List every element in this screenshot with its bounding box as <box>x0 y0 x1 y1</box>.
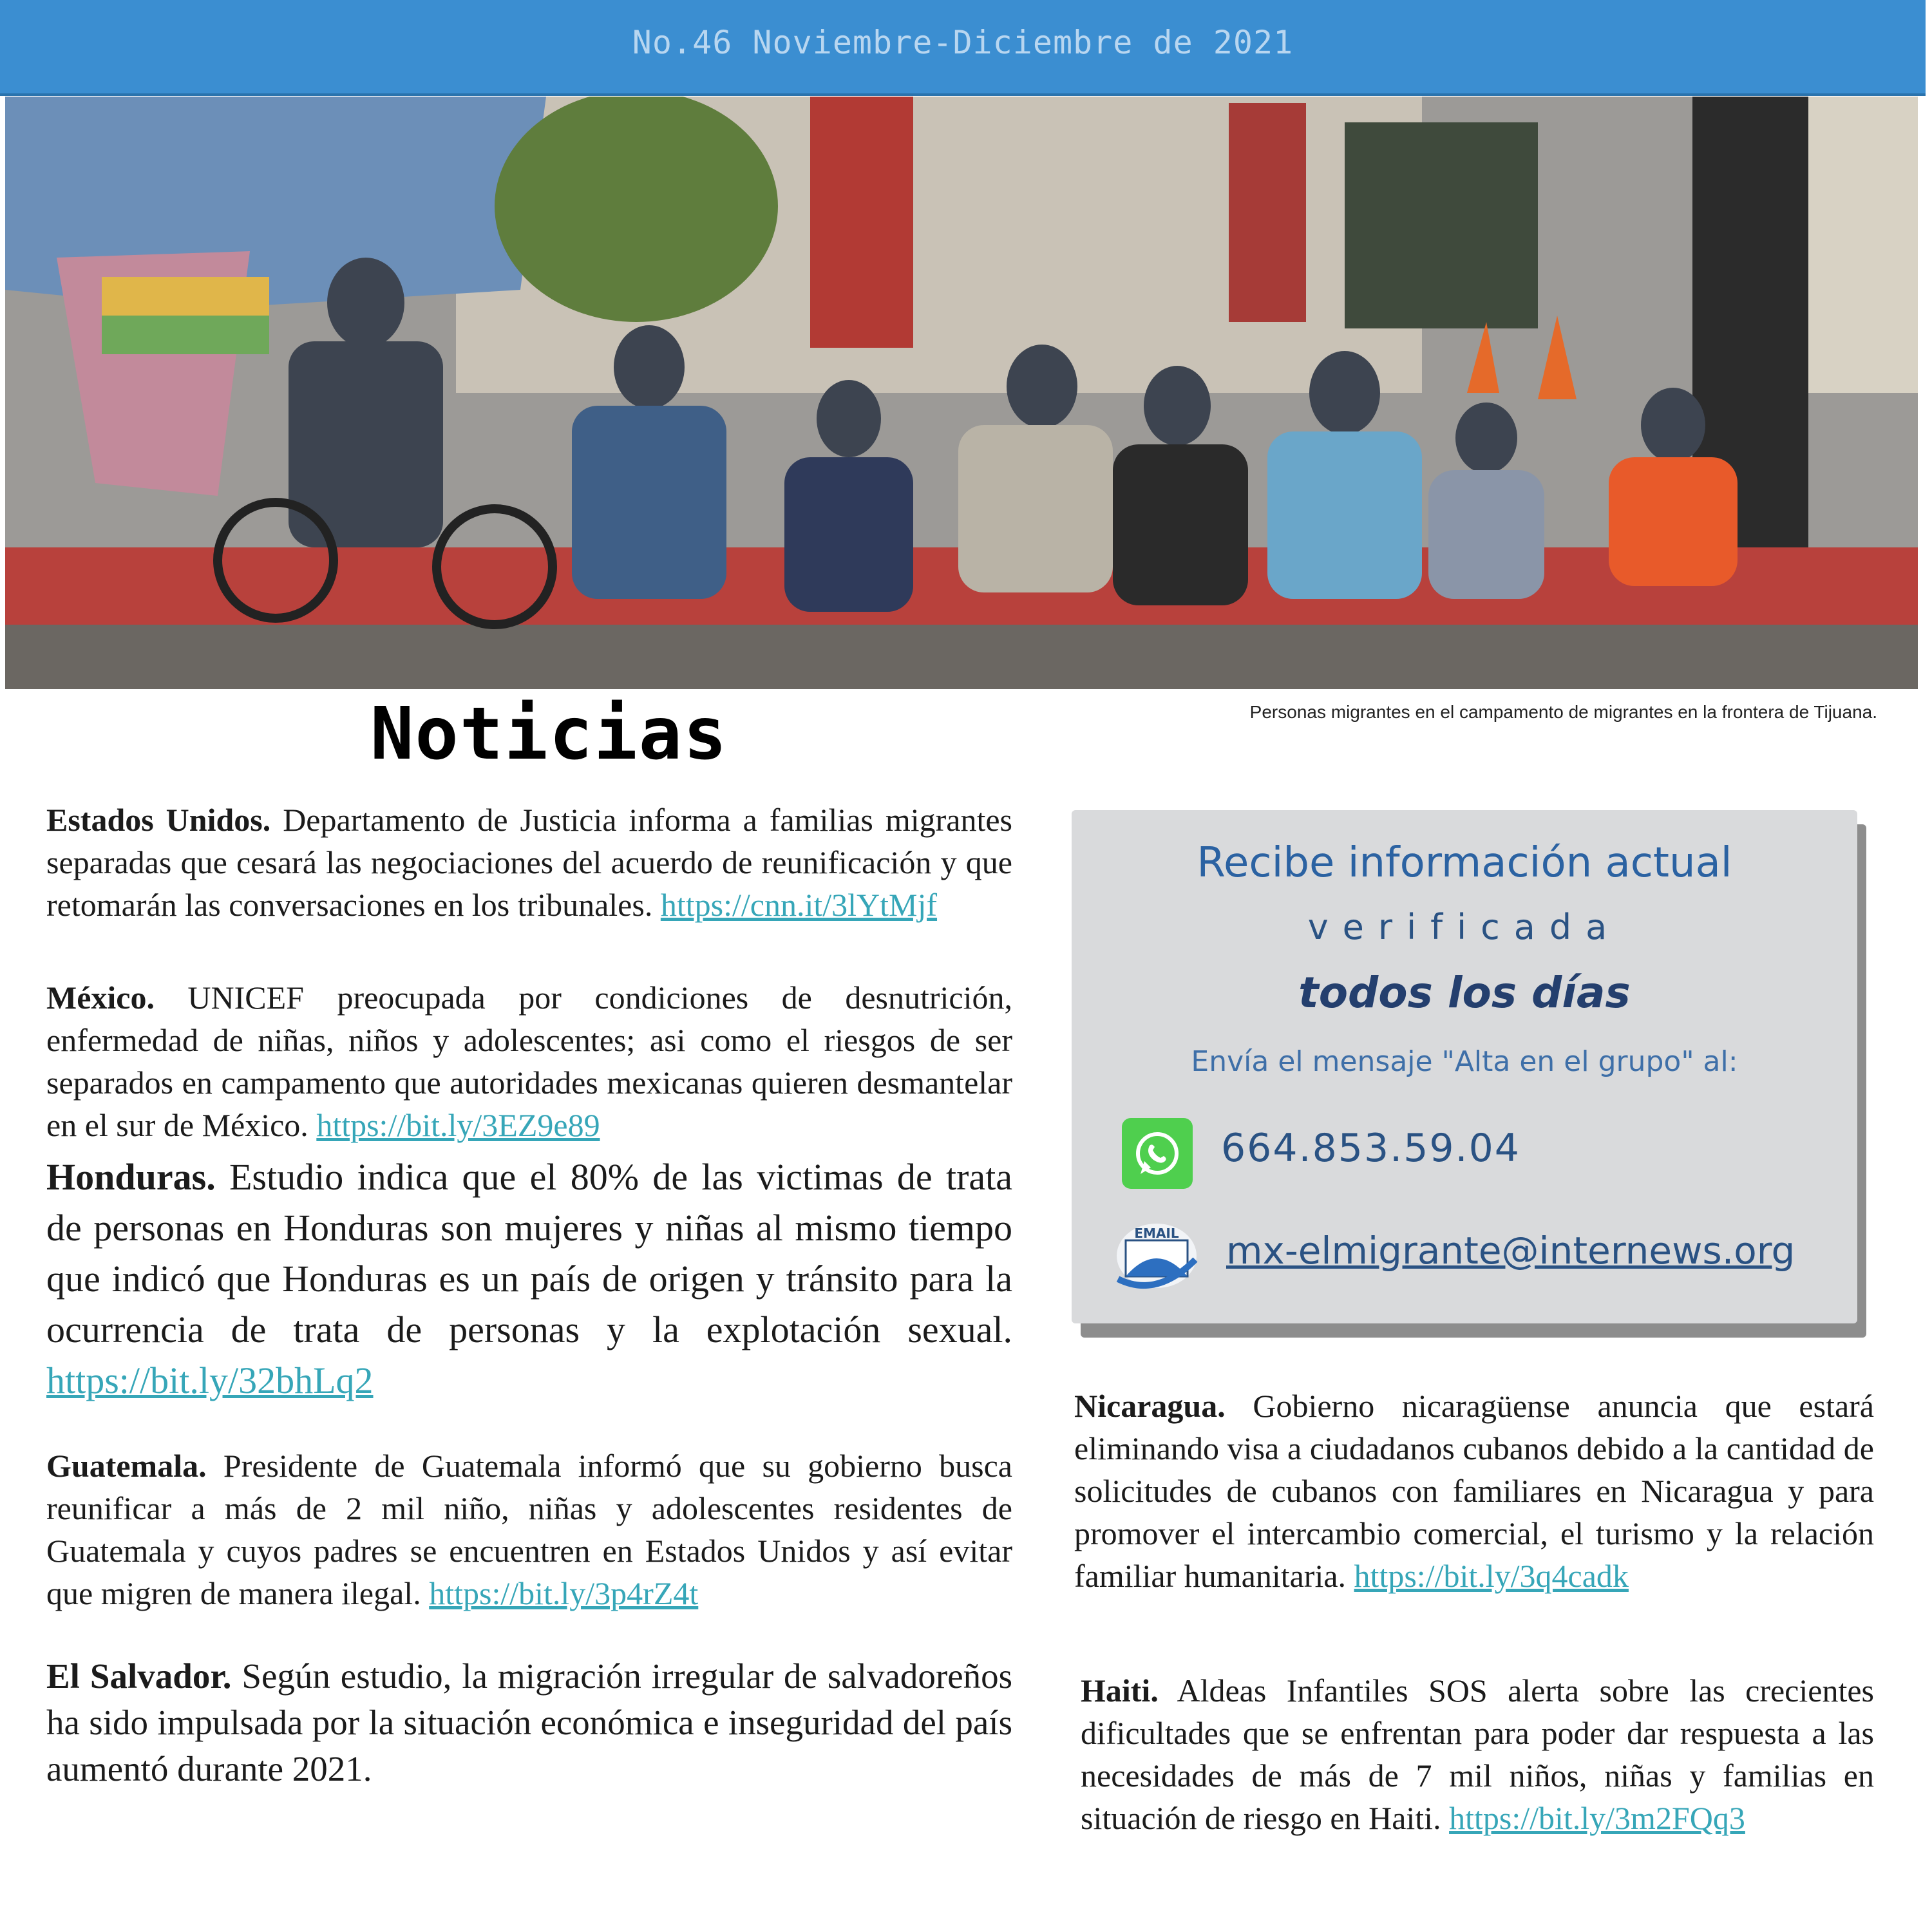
promo-verified: verificada <box>1307 907 1622 947</box>
news-country: Haiti. <box>1081 1672 1159 1709</box>
issue-label: No.46 Noviembre-Diciembre de 2021 <box>632 23 1294 61</box>
news-column-right <box>1074 1385 1874 1839</box>
news-country: Estados Unidos. <box>46 802 271 838</box>
news-country: Guatemala. <box>46 1448 207 1484</box>
news-link[interactable]: https://bit.ly/3m2FQq3 <box>1449 1800 1745 1836</box>
news-text: Aldeas Infantiles SOS alerta sobre las crecientes dificultades que se enfrentan para poder dar respuesta a las necesidades de más de 7 mil niños, niñas y familias en situación de riesgo en Haiti. <box>1081 1672 1875 1836</box>
news-text: Departamento de Justicia informa a familias migrantes separadas que cesará las negociaciones del acuerdo de reunificación y que retomarán las conversaciones en los tribunales. <box>46 802 1012 923</box>
promo-title: Recibe información actual <box>1197 839 1732 887</box>
news-link[interactable]: https://cnn.it/3lYtMjf <box>660 887 938 923</box>
news-link[interactable]: https://bit.ly/3EZ9e89 <box>316 1107 600 1143</box>
news-country: Honduras. <box>46 1156 216 1198</box>
news-item <box>1074 1385 1874 1597</box>
news-column-left <box>46 799 1012 1792</box>
promo-daily: todos los días <box>1298 968 1631 1018</box>
news-item <box>46 976 1012 1146</box>
news-item <box>46 799 1012 926</box>
section-title: Noticias <box>370 692 728 776</box>
mail-badge-label: EMAIL <box>1134 1226 1179 1241</box>
subscribe-promo-box <box>1072 810 1857 1323</box>
news-link[interactable]: https://bit.ly/32bhLq2 <box>46 1359 374 1401</box>
promo-instructions: Envía el mensaje "Alta en el grupo" al: <box>1191 1045 1738 1078</box>
news-item <box>46 1151 1012 1406</box>
news-text: Según estudio, la migración irregular de salvadoreños ha sido impulsada por la situación económica e inseguridad del país aumentó durante 2021. <box>46 1656 1013 1788</box>
mail-icon <box>1112 1215 1202 1292</box>
phone-number: 664.853.59.04 <box>1221 1126 1520 1171</box>
news-text: Gobierno nicaragüense anuncia que estará eliminando visa a ciudadanos cubanos debido a la cantidad de solicitudes de cubanos con familiares en Nicaragua y para promover el intercambio comercial, el turismo y la relación familiar humanitaria. <box>1074 1388 1875 1594</box>
news-item <box>46 1653 1012 1792</box>
header-bar <box>0 0 1926 96</box>
whatsapp-icon <box>1122 1118 1193 1189</box>
photo-caption: Personas migrantes en el campamento de migrantes en la frontera de Tijuana. <box>1249 702 1877 722</box>
news-link[interactable]: https://bit.ly/3p4rZ4t <box>429 1575 699 1611</box>
cover-photo <box>5 97 1918 689</box>
news-item <box>1074 1669 1874 1839</box>
email-link[interactable]: mx-elmigrante@internews.org <box>1226 1229 1795 1273</box>
news-text: UNICEF preocupada por condiciones de desnutrición, enfermedad de niñas, niños y adolescentes; asi como el riesgos de ser separados en campamento que autoridades mexicanas quieren desmantelar en el sur de México. <box>46 980 1012 1143</box>
news-text: Presidente de Guatemala informó que su gobierno busca reunificar a más de 2 mil niño, niñas y adolescentes residentes de Guatemala y cuyos padres se encuentren en Estados Unidos y así evitar que migren de manera ilegal. <box>46 1448 1012 1611</box>
news-country: El Salvador. <box>46 1656 232 1696</box>
news-country: México. <box>46 980 155 1016</box>
news-item <box>46 1444 1012 1615</box>
news-link[interactable]: https://bit.ly/3q4cadk <box>1354 1558 1629 1594</box>
news-country: Nicaragua. <box>1074 1388 1226 1424</box>
news-text: Estudio indica que el 80% de las victimas de trata de personas en Honduras son mujeres y niñas al mismo tiempo que indicó que Honduras es un país de origen y tránsito para la ocurrencia de trata de personas y la explotación sexual. <box>46 1156 1012 1350</box>
